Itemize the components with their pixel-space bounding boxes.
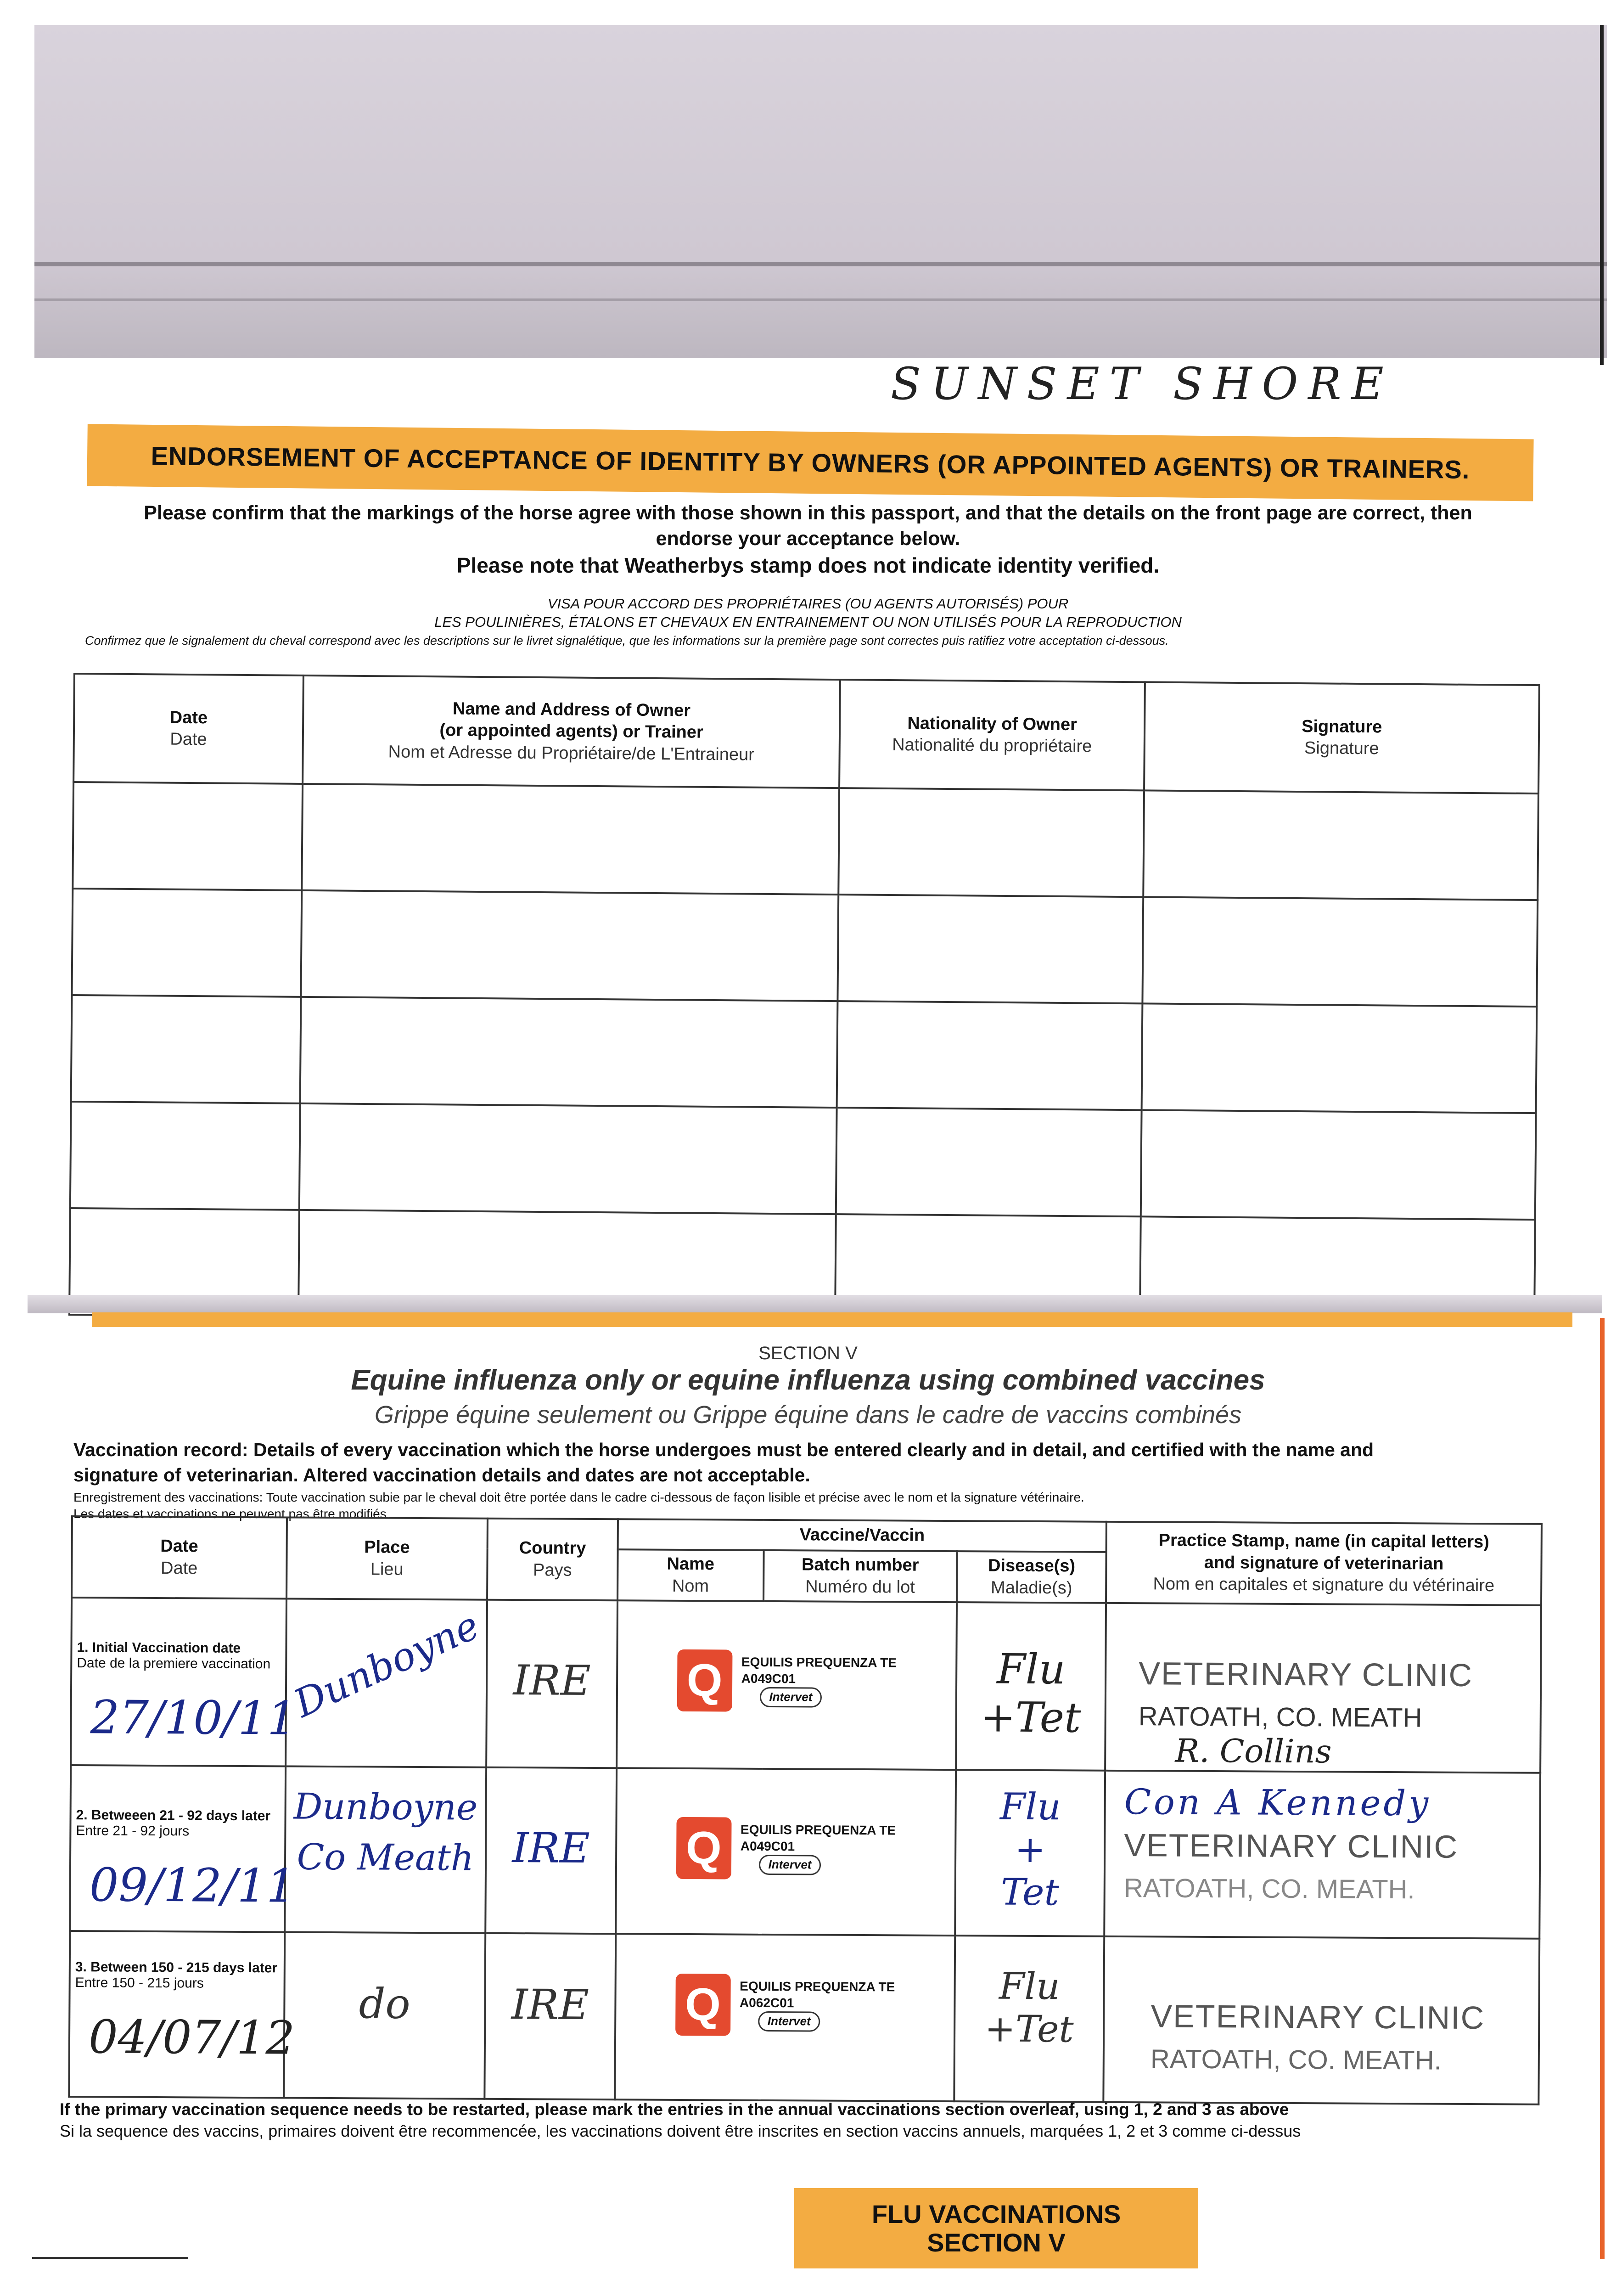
empty-cell[interactable] <box>301 890 838 1001</box>
empty-cell[interactable] <box>838 788 1144 897</box>
restart-note <box>60 2099 1566 2142</box>
empty-cell[interactable] <box>1142 897 1538 1007</box>
disease-cell[interactable] <box>954 1936 1104 2102</box>
owner-endorsement-table <box>68 673 1540 1327</box>
vet-stamp-name: VETERINARY CLINIC <box>1139 1655 1473 1693</box>
col-batch-header: Batch number Numéro du lot <box>763 1550 957 1602</box>
handwritten-country: IRE <box>513 1656 591 1705</box>
horse-name-handwritten: SUNSET SHORE <box>891 358 1394 410</box>
col-date-header: Date Date <box>72 1516 287 1598</box>
empty-cell[interactable] <box>70 1102 300 1210</box>
empty-cell[interactable] <box>299 1103 836 1214</box>
batch-number: A049C01 <box>741 1671 796 1686</box>
disease-cell[interactable] <box>956 1602 1106 1771</box>
q-logo-icon: Q <box>675 1973 731 2036</box>
vet-stamp-address: RATOATH, CO. MEATH. <box>1150 2044 1442 2076</box>
instruction-line: Please confirm that the markings of the horse agree with those shown in this passport, and that the details on the front page are correct, then <box>144 502 1472 524</box>
folded-page-top <box>34 25 1607 358</box>
record-line-fr: Les dates et vaccinations ne peuvent pas être modifiés. <box>73 1507 390 1521</box>
vaccination-record-note <box>73 1437 1552 1488</box>
vet-stamp-address: RATOATH, CO. MEATH <box>1138 1701 1422 1733</box>
hidden-orange-band <box>92 1312 1572 1327</box>
handwritten-disease: + <box>1015 1828 1046 1871</box>
empty-cell[interactable] <box>302 784 839 895</box>
vaccination-row-1 <box>71 1598 1541 1773</box>
place-cell[interactable] <box>284 1932 485 2099</box>
endorsement-instructions <box>73 501 1543 580</box>
intervet-logo: Intervet <box>758 2011 820 2032</box>
vaccination-row-2 <box>70 1765 1540 1939</box>
handwritten-disease: +Tet <box>981 1693 1081 1742</box>
vet-stamp-name: VETERINARY CLINIC <box>1124 1827 1459 1865</box>
empty-cell[interactable] <box>73 782 303 890</box>
col-owner-header: Name and Address of Owner (or appointed agents) or Trainer Nom et Adresse du Propriétaire/de L'Entraineur <box>303 675 840 788</box>
page-fold <box>28 1295 1602 1313</box>
col-disease-header: Disease(s) Maladie(s) <box>957 1551 1106 1603</box>
endorsement-title-band <box>87 424 1533 501</box>
handwritten-disease: Tet <box>1000 1870 1059 1914</box>
handwritten-place: Dunboyne <box>287 1602 486 1727</box>
place-cell[interactable] <box>285 1766 486 1933</box>
section-label: SECTION V <box>758 1343 858 1363</box>
french-line: VISA POUR ACCORD DES PROPRIÉTAIRES (OU AGENTS AUTORISÉS) POUR <box>547 596 1069 612</box>
empty-cell[interactable] <box>1141 1110 1536 1220</box>
handwritten-country: IRE <box>512 1824 590 1873</box>
section-title: Equine influenza only or equine influenza using combined vaccines <box>351 1364 1265 1396</box>
col-signature-header: Signature Signature <box>1144 682 1539 793</box>
handwritten-disease: Flu <box>999 1964 1060 2008</box>
record-line-fr: Enregistrement des vaccinations: Toute vaccination subie par le cheval doit être portée dans le cadre ci-dessous de façon lisible et précise avec le nom et la signature vétérinaire. <box>73 1490 1084 1504</box>
empty-cell[interactable] <box>837 895 1143 1003</box>
col-vaccine-header: Vaccine/Vaccin <box>618 1519 1106 1552</box>
table-row <box>73 782 1538 900</box>
vaccine-name-cell[interactable] <box>616 1768 956 1936</box>
footer-section-box <box>794 2188 1198 2268</box>
handwritten-date: 27/10/11 <box>90 1690 297 1745</box>
date-cell[interactable]: 1. Initial Vaccination date Date de la premiere vaccination 27/10/11 <box>71 1598 286 1766</box>
record-line: signature of veterinarian. Altered vaccination details and dates are not acceptable. <box>73 1464 810 1486</box>
instruction-note: Please note that Weatherbys stamp does not indicate identity verified. <box>456 553 1160 577</box>
empty-cell[interactable] <box>1142 1003 1537 1113</box>
handwritten-disease: Flu <box>997 1645 1066 1694</box>
page-edge-red <box>1600 1318 1605 2259</box>
table-row <box>70 1102 1536 1220</box>
french-line: LES POULINIÈRES, ÉTALONS ET CHEVAUX EN ENTRAINEMENT OU NON UTILISÉS POUR LA REPRODUCTION <box>434 614 1182 630</box>
vet-stamp-address: RATOATH, CO. MEATH. <box>1123 1873 1415 1905</box>
fold-line <box>34 262 1607 266</box>
vaccine-name-cell[interactable] <box>617 1600 957 1770</box>
endorsement-title: ENDORSEMENT OF ACCEPTANCE OF IDENTITY BY OWNERS (OR APPOINTED AGENTS) OR TRAINERS. <box>151 441 1470 484</box>
handwritten-disease: Flu <box>999 1785 1061 1829</box>
record-line: Vaccination record: Details of every vaccination which the horse undergoes must be entered clearly and in detail, and certified with the name and <box>73 1439 1374 1460</box>
batch-number: A049C01 <box>740 1839 795 1854</box>
col-stamp-header: Practice Stamp, name (in capital letters) and signature of veterinarian Nom en capitales et signature du vétérinaire <box>1106 1522 1542 1605</box>
col-country-header: Country Pays <box>487 1519 618 1600</box>
instruction-line: endorse your acceptance below. <box>656 527 960 550</box>
q-logo-icon: Q <box>676 1817 731 1879</box>
col-date-header: Date Date <box>73 674 303 784</box>
country-cell[interactable] <box>485 1767 617 1934</box>
col-place-header: Place Lieu <box>286 1517 488 1599</box>
stamp-cell[interactable] <box>1103 1936 1539 2105</box>
empty-cell[interactable] <box>836 1001 1142 1110</box>
stamp-cell[interactable] <box>1105 1603 1541 1773</box>
disease-cell[interactable] <box>955 1770 1105 1936</box>
footer-line: FLU VACCINATIONS <box>871 2199 1121 2228</box>
vaccine-name: EQUILIS PREQUENZA TE <box>740 1822 896 1838</box>
vet-signature: Con A Kennedy <box>1124 1781 1431 1824</box>
col-name-header: Name Nom <box>617 1549 763 1601</box>
table-row <box>71 995 1537 1113</box>
place-cell[interactable] <box>286 1598 487 1767</box>
vet-stamp-name: VETERINARY CLINIC <box>1151 1998 1485 2036</box>
handwritten-place: do <box>359 1980 410 2028</box>
vaccine-name: EQUILIS PREQUENZA TE <box>741 1654 897 1670</box>
vaccination-table <box>68 1515 1543 2105</box>
empty-cell[interactable] <box>71 995 301 1103</box>
endorsement-french <box>73 595 1543 632</box>
stamp-cell[interactable] <box>1104 1771 1540 1939</box>
empty-cell[interactable] <box>72 889 302 997</box>
batch-number: A062C01 <box>739 1995 794 2010</box>
page-edge <box>1600 25 1604 365</box>
handwritten-place-county: Co Meath <box>297 1836 474 1879</box>
bottom-rule <box>32 2257 188 2259</box>
handwritten-place: Dunboyne <box>293 1786 478 1829</box>
country-cell[interactable] <box>486 1600 617 1768</box>
handwritten-country: IRE <box>511 1981 589 2029</box>
section-title-fr: Grippe équine seulement ou Grippe équine dans le cadre de vaccins combinés <box>374 1401 1242 1429</box>
empty-cell[interactable] <box>1143 790 1538 900</box>
handwritten-date: 04/07/12 <box>88 2010 295 2065</box>
table-row <box>72 889 1538 1007</box>
vaccine-name: EQUILIS PREQUENZA TE <box>740 1979 895 1994</box>
fold-line <box>34 298 1607 301</box>
handwritten-disease: +Tet <box>984 2007 1074 2051</box>
restart-note-en: If the primary vaccination sequence needs to be restarted, please mark the entries in the annual vaccinations section overleaf, using 1, 2 and 3 as above <box>60 2100 1289 2119</box>
empty-cell[interactable] <box>836 1108 1142 1216</box>
date-cell[interactable]: 2. Betweeen 21 - 92 days later Entre 21 - 92 jours 09/12/11 <box>70 1765 286 1932</box>
country-cell[interactable] <box>484 1933 616 2099</box>
date-cell[interactable]: 3. Between 150 - 215 days later Entre 150 - 215 jours 04/07/12 <box>69 1931 285 2098</box>
endorsement-french-note: Confirmez que le signalement du cheval correspond avec les descriptions sur le livret signalétique, que les informations sur la première page sont correctes puis ratifiez votre acceptation ci-dessous. <box>85 634 1169 647</box>
footer-line: SECTION V <box>927 2228 1066 2257</box>
vet-signature: R. Collins <box>1175 1732 1332 1771</box>
handwritten-date: 09/12/11 <box>89 1858 296 1913</box>
intervet-logo: Intervet <box>758 1855 821 1875</box>
restart-note-fr: Si la sequence des vaccins, primaires doivent être recommencée, les vaccinations doivent être inscrites en section vaccins annuels, marquées 1, 2 et 3 comme ci-dessus <box>60 2122 1301 2141</box>
vaccination-row-3 <box>69 1931 1539 2105</box>
empty-cell[interactable] <box>300 997 837 1108</box>
intervet-logo: Intervet <box>759 1687 822 1708</box>
q-logo-icon: Q <box>677 1649 732 1711</box>
col-nationality-header: Nationality of Owner Nationalité du propriétaire <box>839 680 1145 790</box>
vaccine-name-cell[interactable] <box>615 1934 955 2101</box>
